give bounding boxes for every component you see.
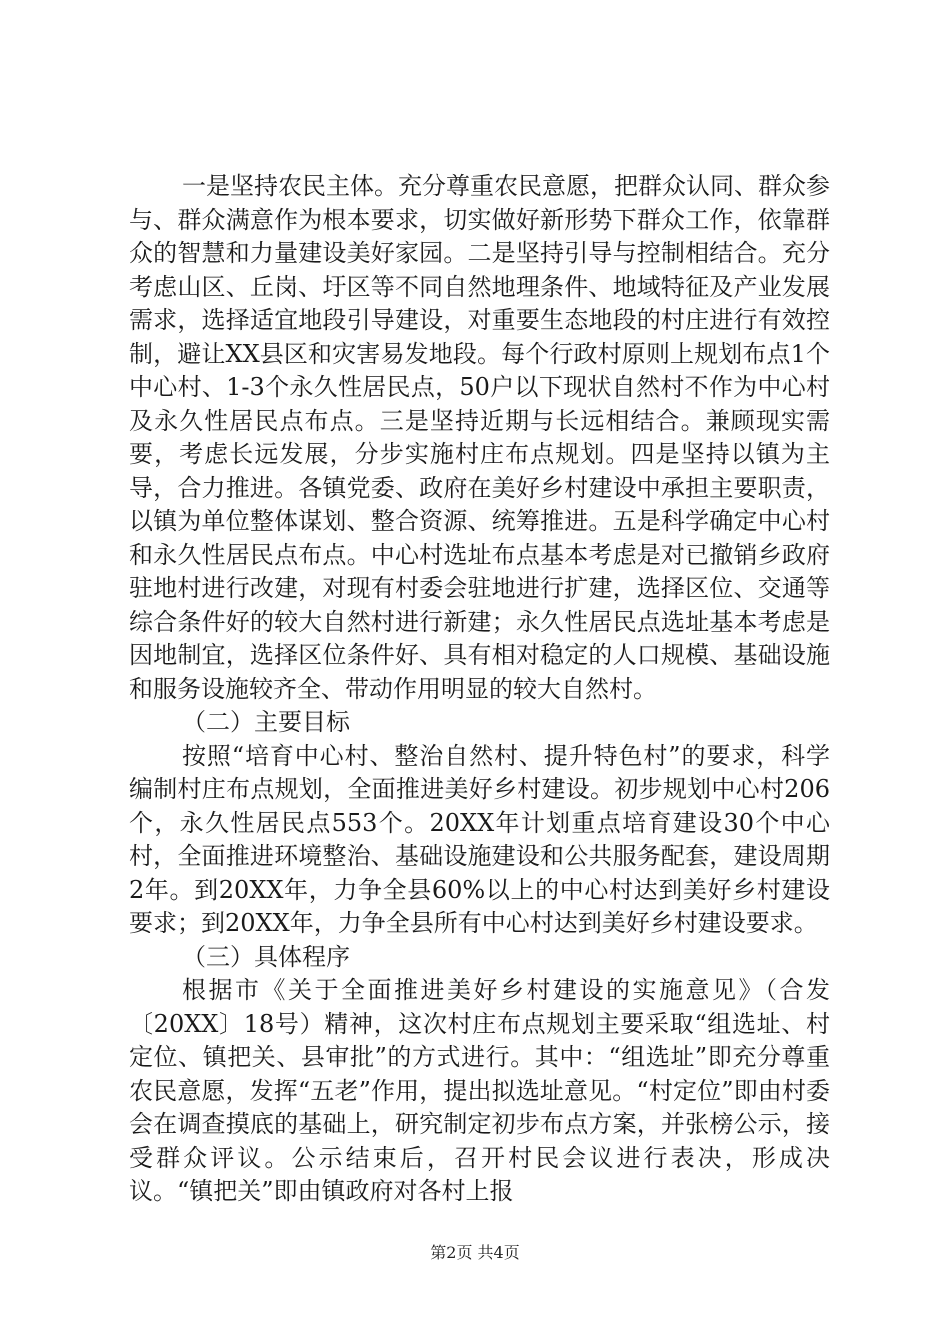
paragraph-main-goals: 按照“培育中心村、整治自然村、提升特色村”的要求，科学编制村庄布点规划，全面推进美好乡村建设。初步规划中心村206个，永久性居民点553个。20XX年计划重点培育建设30个中心村，全面推进环境整治、基础设施建设和公共服务配套，建设周期2年。到20XX年，力争全县60%以上的中心村达到美好乡村建设要求；到20XX年，力争全县所有中心村达到美好乡村建设要求。: [129, 741, 830, 937]
document-body: [129, 170, 830, 1209]
paragraph-procedure: 根据市《关于全面推进美好乡村建设的实施意见》（合发〔20XX〕18号）精神，这次村庄布点规划主要采取“组选址、村定位、镇把关、县审批”的方式进行。其中：“组选址”即充分尊重农民意愿，发挥“五老”作用，提出拟选址意见。“村定位”即由村委会在调查摸底的基础上，研究制定初步布点方案，并张榜公示，接受群众评议。公示结束后，召开村民会议进行表决，形成决议。“镇把关”即由镇政府对各村上报: [129, 976, 830, 1205]
page-footer: 第2页 共4页: [430, 1243, 520, 1262]
section-heading-procedure: （三）具体程序: [182, 942, 350, 971]
paragraph-principles: 一是坚持农民主体。充分尊重农民意愿，把群众认同、群众参与、群众满意作为根本要求，切实做好新形势下群众工作，依靠群众的智慧和力量建设美好家园。二是坚持引导与控制相结合。充分考虑山区、丘岗、圩区等不同自然地理条件、地域特征及产业发展需求，选择适宜地段引导建设，对重要生态地段的村庄进行有效控制，避让XX县区和灾害易发地段。每个行政村原则上规划布点1个中心村、1-3个永久性居民点，50户以下现状自然村不作为中心村及永久性居民点布点。三是坚持近期与长远相结合。兼顾现实需要，考虑长远发展，分步实施村庄布点规划。四是坚持以镇为主导，合力推进。各镇党委、政府在美好乡村建设中承担主要职责，以镇为单位整体谋划、整合资源、统筹推进。五是科学确定中心村和永久性居民点布点。中心村选址布点基本考虑是对已撤销乡政府驻地村进行改建，对现有村委会驻地进行扩建，选择区位、交通等综合条件好的较大自然村进行新建；永久性居民点选址基本考虑是因地制宜，选择区位条件好、具有相对稳定的人口规模、基础设施和服务设施较齐全、带动作用明显的较大自然村。: [129, 172, 830, 703]
section-heading-main-goals: （二）主要目标: [182, 708, 350, 736]
